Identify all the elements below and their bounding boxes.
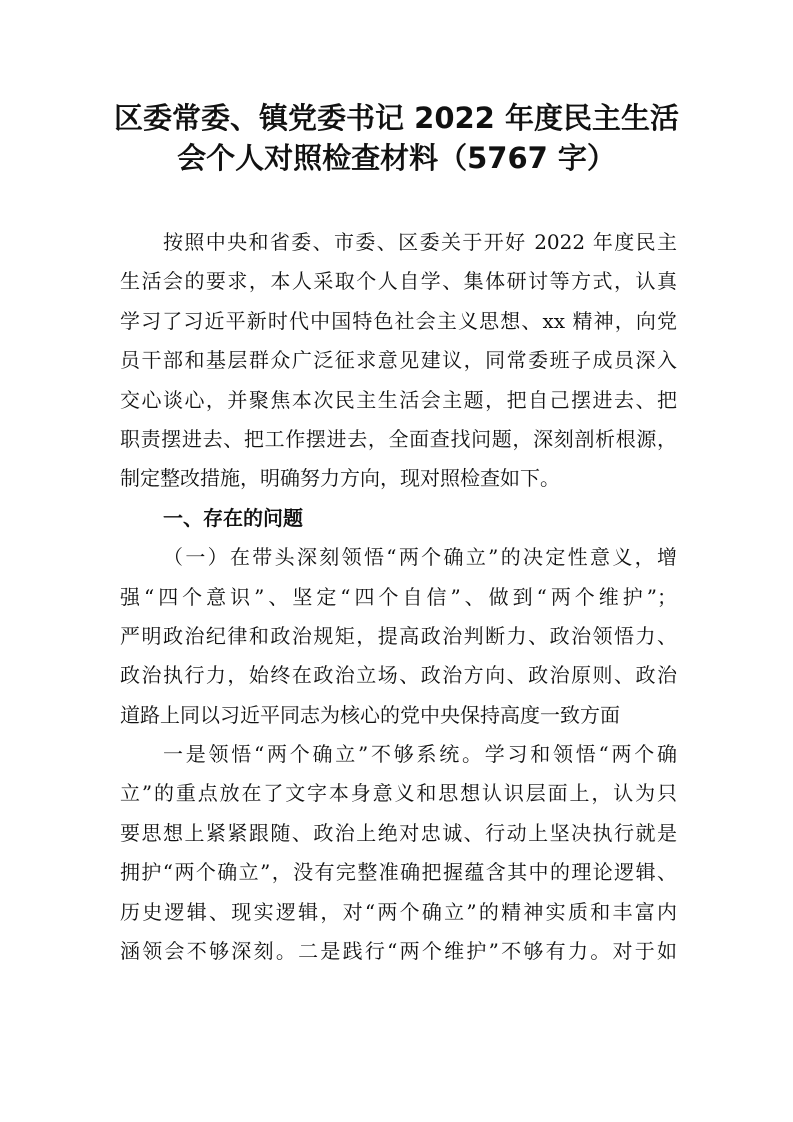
- document-title: [0, 98, 793, 178]
- text-line: 学习了习近平新时代中国特色社会主义思想、xx 精神，向党: [120, 308, 677, 333]
- intro-paragraph: [120, 223, 677, 499]
- title-line-2: 会个人对照检查材料（5767 字）: [177, 141, 616, 175]
- title-line-1: 区委常委、镇党委书记 2022 年度民主生活: [114, 101, 679, 135]
- text-line: 职责摆进去、把工作摆进去，全面查找问题，深刻剖析根源，: [120, 426, 677, 451]
- text-line: 严明政治纪律和政治规矩，提高政治判断力、政治领悟力、: [120, 623, 677, 648]
- text-line: 立”的重点放在了文字本身意义和思想认识层面上，认为只: [120, 781, 677, 806]
- text-line: 涵领会不够深刻。二是践行“两个维护”不够有力。对于如: [120, 939, 677, 964]
- text-line: 员干部和基层群众广泛征求意见建议，同常委班子成员深入: [120, 348, 677, 373]
- text-line: 要思想上紧紧跟随、政治上绝对忠诚、行动上坚决执行就是: [120, 820, 677, 845]
- document-body: [120, 223, 677, 971]
- text-line: 一是领悟“两个确立”不够系统。学习和领悟“两个确: [163, 742, 677, 767]
- text-line: 政治执行力，始终在政治立场、政治方向、政治原则、政治: [120, 663, 677, 688]
- text-line: 生活会的要求，本人采取个人自学、集体研讨等方式，认真: [120, 269, 677, 294]
- text-line: 道路上同以习近平同志为核心的党中央保持高度一致方面: [120, 702, 620, 727]
- text-line: 按照中央和省委、市委、区委关于开好 2022 年度民主: [163, 230, 677, 254]
- body-paragraph: [120, 735, 677, 971]
- text-line: 制定整改措施，明确努力方向，现对照检查如下。: [120, 466, 560, 491]
- section-heading: 一、存在的问题: [163, 505, 303, 530]
- text-line: （一）在带头深刻领悟“两个确立”的决定性意义，增: [163, 545, 677, 570]
- text-line: 历史逻辑、现实逻辑，对“两个确立”的精神实质和丰富内: [120, 899, 677, 924]
- text-line: 交心谈心，并聚焦本次民主生活会主题，把自己摆进去、把: [120, 387, 677, 412]
- subsection-paragraph: [120, 538, 677, 735]
- text-line: 强“四个意识”、坚定“四个自信”、做到“两个维护”；: [120, 584, 677, 609]
- text-line: 拥护“两个确立”，没有完整准确把握蕴含其中的理论逻辑、: [120, 860, 677, 885]
